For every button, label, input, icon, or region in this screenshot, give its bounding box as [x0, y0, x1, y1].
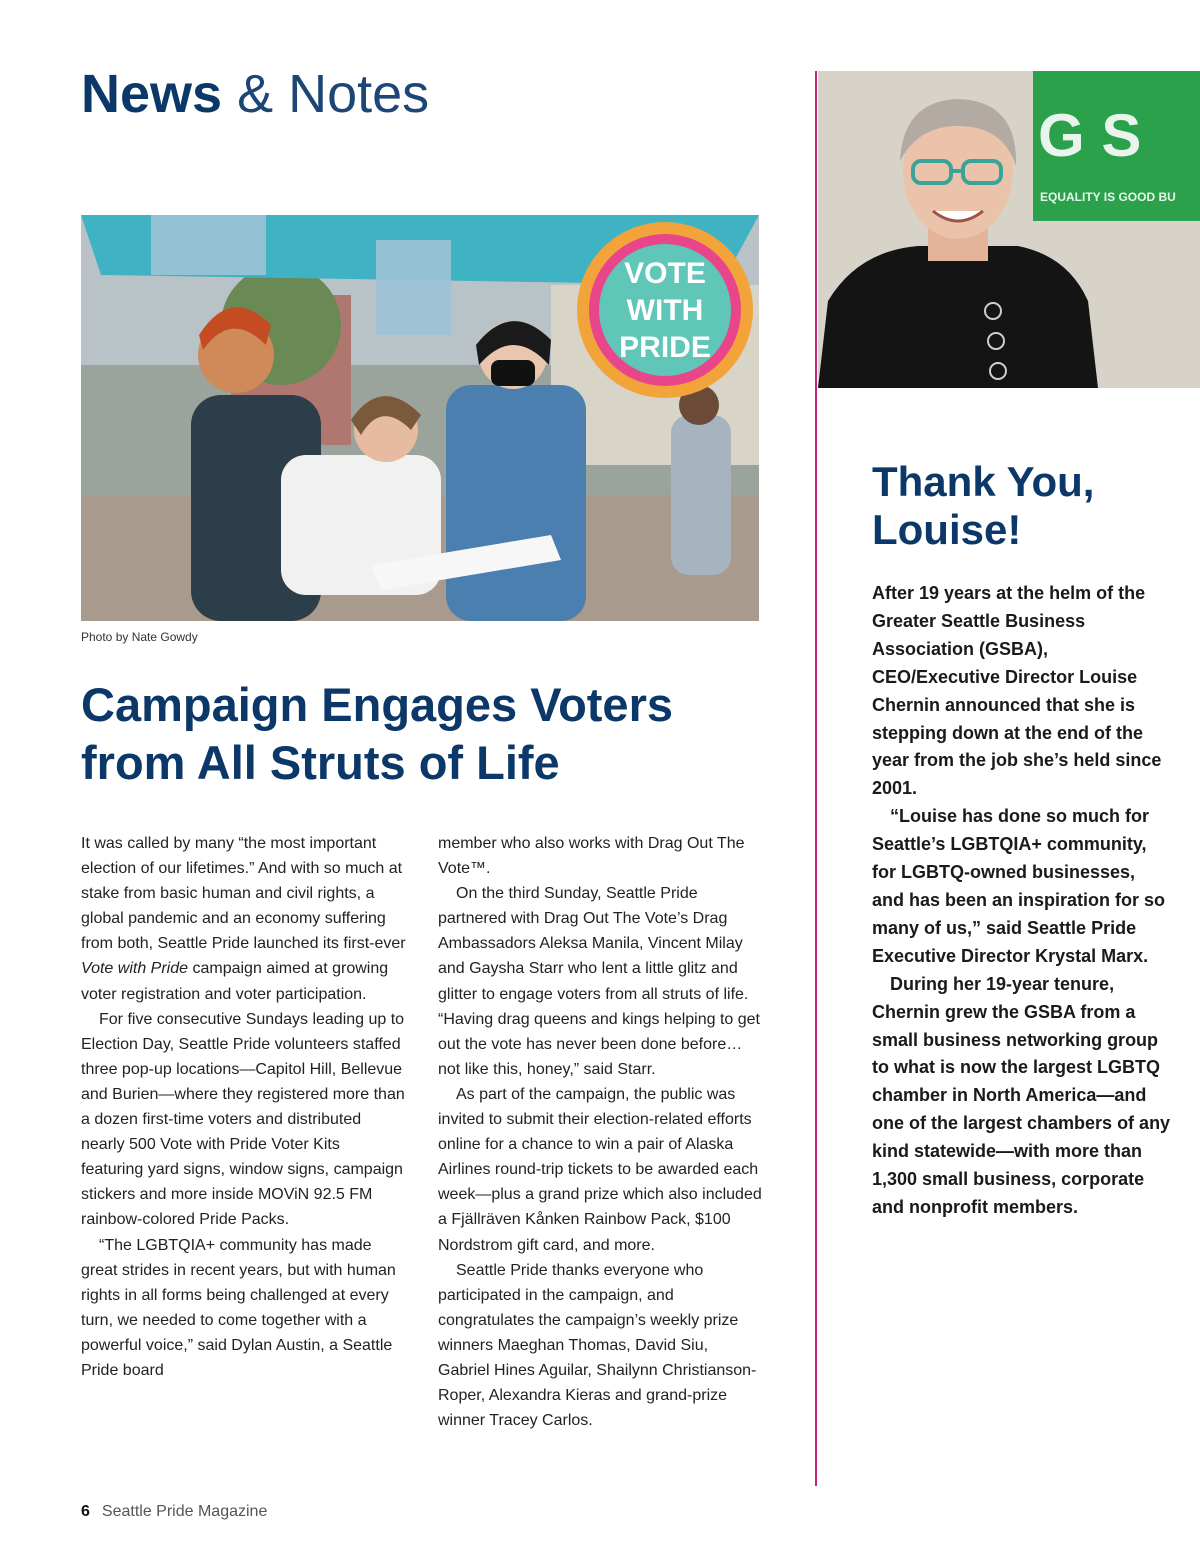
- sidebar-title: [872, 458, 1182, 554]
- article-paragraph: [81, 831, 406, 1007]
- sign-line-2: WITH: [626, 294, 704, 327]
- article-headline: [81, 676, 781, 792]
- paragraph-text: It was called by many “the most important election of our lifetimes.” And with so much at stake from basic human and civil rights, a global pandemic and an economy suffering from both, Seattle Pride launched its first-ever: [81, 835, 406, 953]
- section-header-bold: News: [81, 64, 223, 124]
- louise-portrait-illustration: [818, 71, 1200, 388]
- section-header-light: & Notes: [237, 64, 430, 124]
- page-footer: [81, 1503, 267, 1521]
- sidebar-divider: [815, 71, 817, 1486]
- sign-line-1: VOTE: [624, 257, 706, 290]
- banner-letters: G S: [1038, 102, 1142, 169]
- main-photo: [81, 215, 759, 621]
- article-paragraph: “The LGBTQIA+ community has made great strides in recent years, but with human rights in all forms being challenged at every turn, we needed to come together with a powerful voice,” said Dylan Austin, a Seattle Pride board: [81, 1236, 396, 1379]
- publication-name: Seattle Pride Magazine: [101, 1503, 268, 1520]
- section-header: [81, 62, 429, 126]
- paragraph-text: campaign aimed at growing voter registration and voter participation.: [81, 960, 389, 1003]
- vote-with-pride-booth-illustration: [81, 215, 759, 621]
- campaign-name-italic: Vote with Pride: [81, 960, 189, 978]
- sidebar-paragraph: After 19 years at the helm of the Greater Seattle Business Association (GSBA), CEO/Executive Director Louise Chernin announced that she is stepping down at the end of the year from the job she’s held since 2001.: [872, 583, 1162, 799]
- sidebar-body: [872, 580, 1172, 1222]
- article-paragraph: As part of the campaign, the public was invited to submit their election-related efforts online for a chance to win a pair of Alaska Airlines round-trip tickets to be awarded each week—plus a grand prize which also included a Fjällräven Kånken Rainbow Pack, $100 Nordstrom gift card, and more.: [438, 1085, 762, 1254]
- headline-line-1: Campaign Engages Voters: [81, 678, 673, 731]
- vote-with-pride-sign: [577, 222, 753, 398]
- article-column-2: [438, 831, 763, 1433]
- headline-line-2: from All Struts of Life: [81, 736, 560, 789]
- sidebar-paragraph: During her 19-year tenure, Chernin grew the GSBA from a small business networking group to what is now the largest LGBTQ chamber in North America—and one of the largest chambers of any kind statewide—with more than 1,300 small business, corporate and nonprofit members.: [872, 973, 1171, 1217]
- sidebar-title-line-1: Thank You,: [872, 458, 1095, 505]
- article-column-1: [81, 831, 406, 1383]
- page-number: 6: [81, 1503, 90, 1520]
- banner-text: EQUALITY IS GOOD BU: [1040, 190, 1176, 204]
- article-paragraph: Seattle Pride thanks everyone who participated in the campaign, and congratulates the campaign’s weekly prize winners Maeghan Thomas, David Siu, Gabriel Hines Aguilar, Shailynn Christianson-Roper, Alexandra Kieras and grand-prize winner Tracey Carlos.: [438, 1261, 757, 1430]
- portrait-photo: [818, 71, 1200, 388]
- sidebar-paragraph: “Louise has done so much for Seattle’s LGBTQIA+ community, for LGBTQ-owned businesses, and has been an inspiration for so many of us,” said Seattle Pride Executive Director Krystal Marx.: [872, 806, 1166, 966]
- article-paragraph: On the third Sunday, Seattle Pride partnered with Drag Out The Vote’s Drag Ambassadors Aleksa Manila, Vincent Milay and Gaysha Starr who lent a little glitz and glitter to engage voters from all struts of life. “Having drag queens and kings helping to get out the vote has never been done before… not like this, honey,” said Starr.: [438, 885, 760, 1078]
- sidebar-title-line-2: Louise!: [872, 506, 1022, 553]
- article-paragraph: member who also works with Drag Out The Vote™.: [438, 835, 745, 878]
- photo-caption: Photo by Nate Gowdy: [81, 630, 198, 644]
- article-paragraph: For five consecutive Sundays leading up to Election Day, Seattle Pride volunteers staffed three pop-up locations—Capitol Hill, Bellevue and Burien—where they registered more than a dozen first-time voters and distributed nearly 500 Vote with Pride Voter Kits featuring yard signs, window signs, campaign stickers and more inside MOViN 92.5 FM rainbow-colored Pride Packs.: [81, 1010, 405, 1229]
- sign-line-3: PRIDE: [619, 331, 711, 364]
